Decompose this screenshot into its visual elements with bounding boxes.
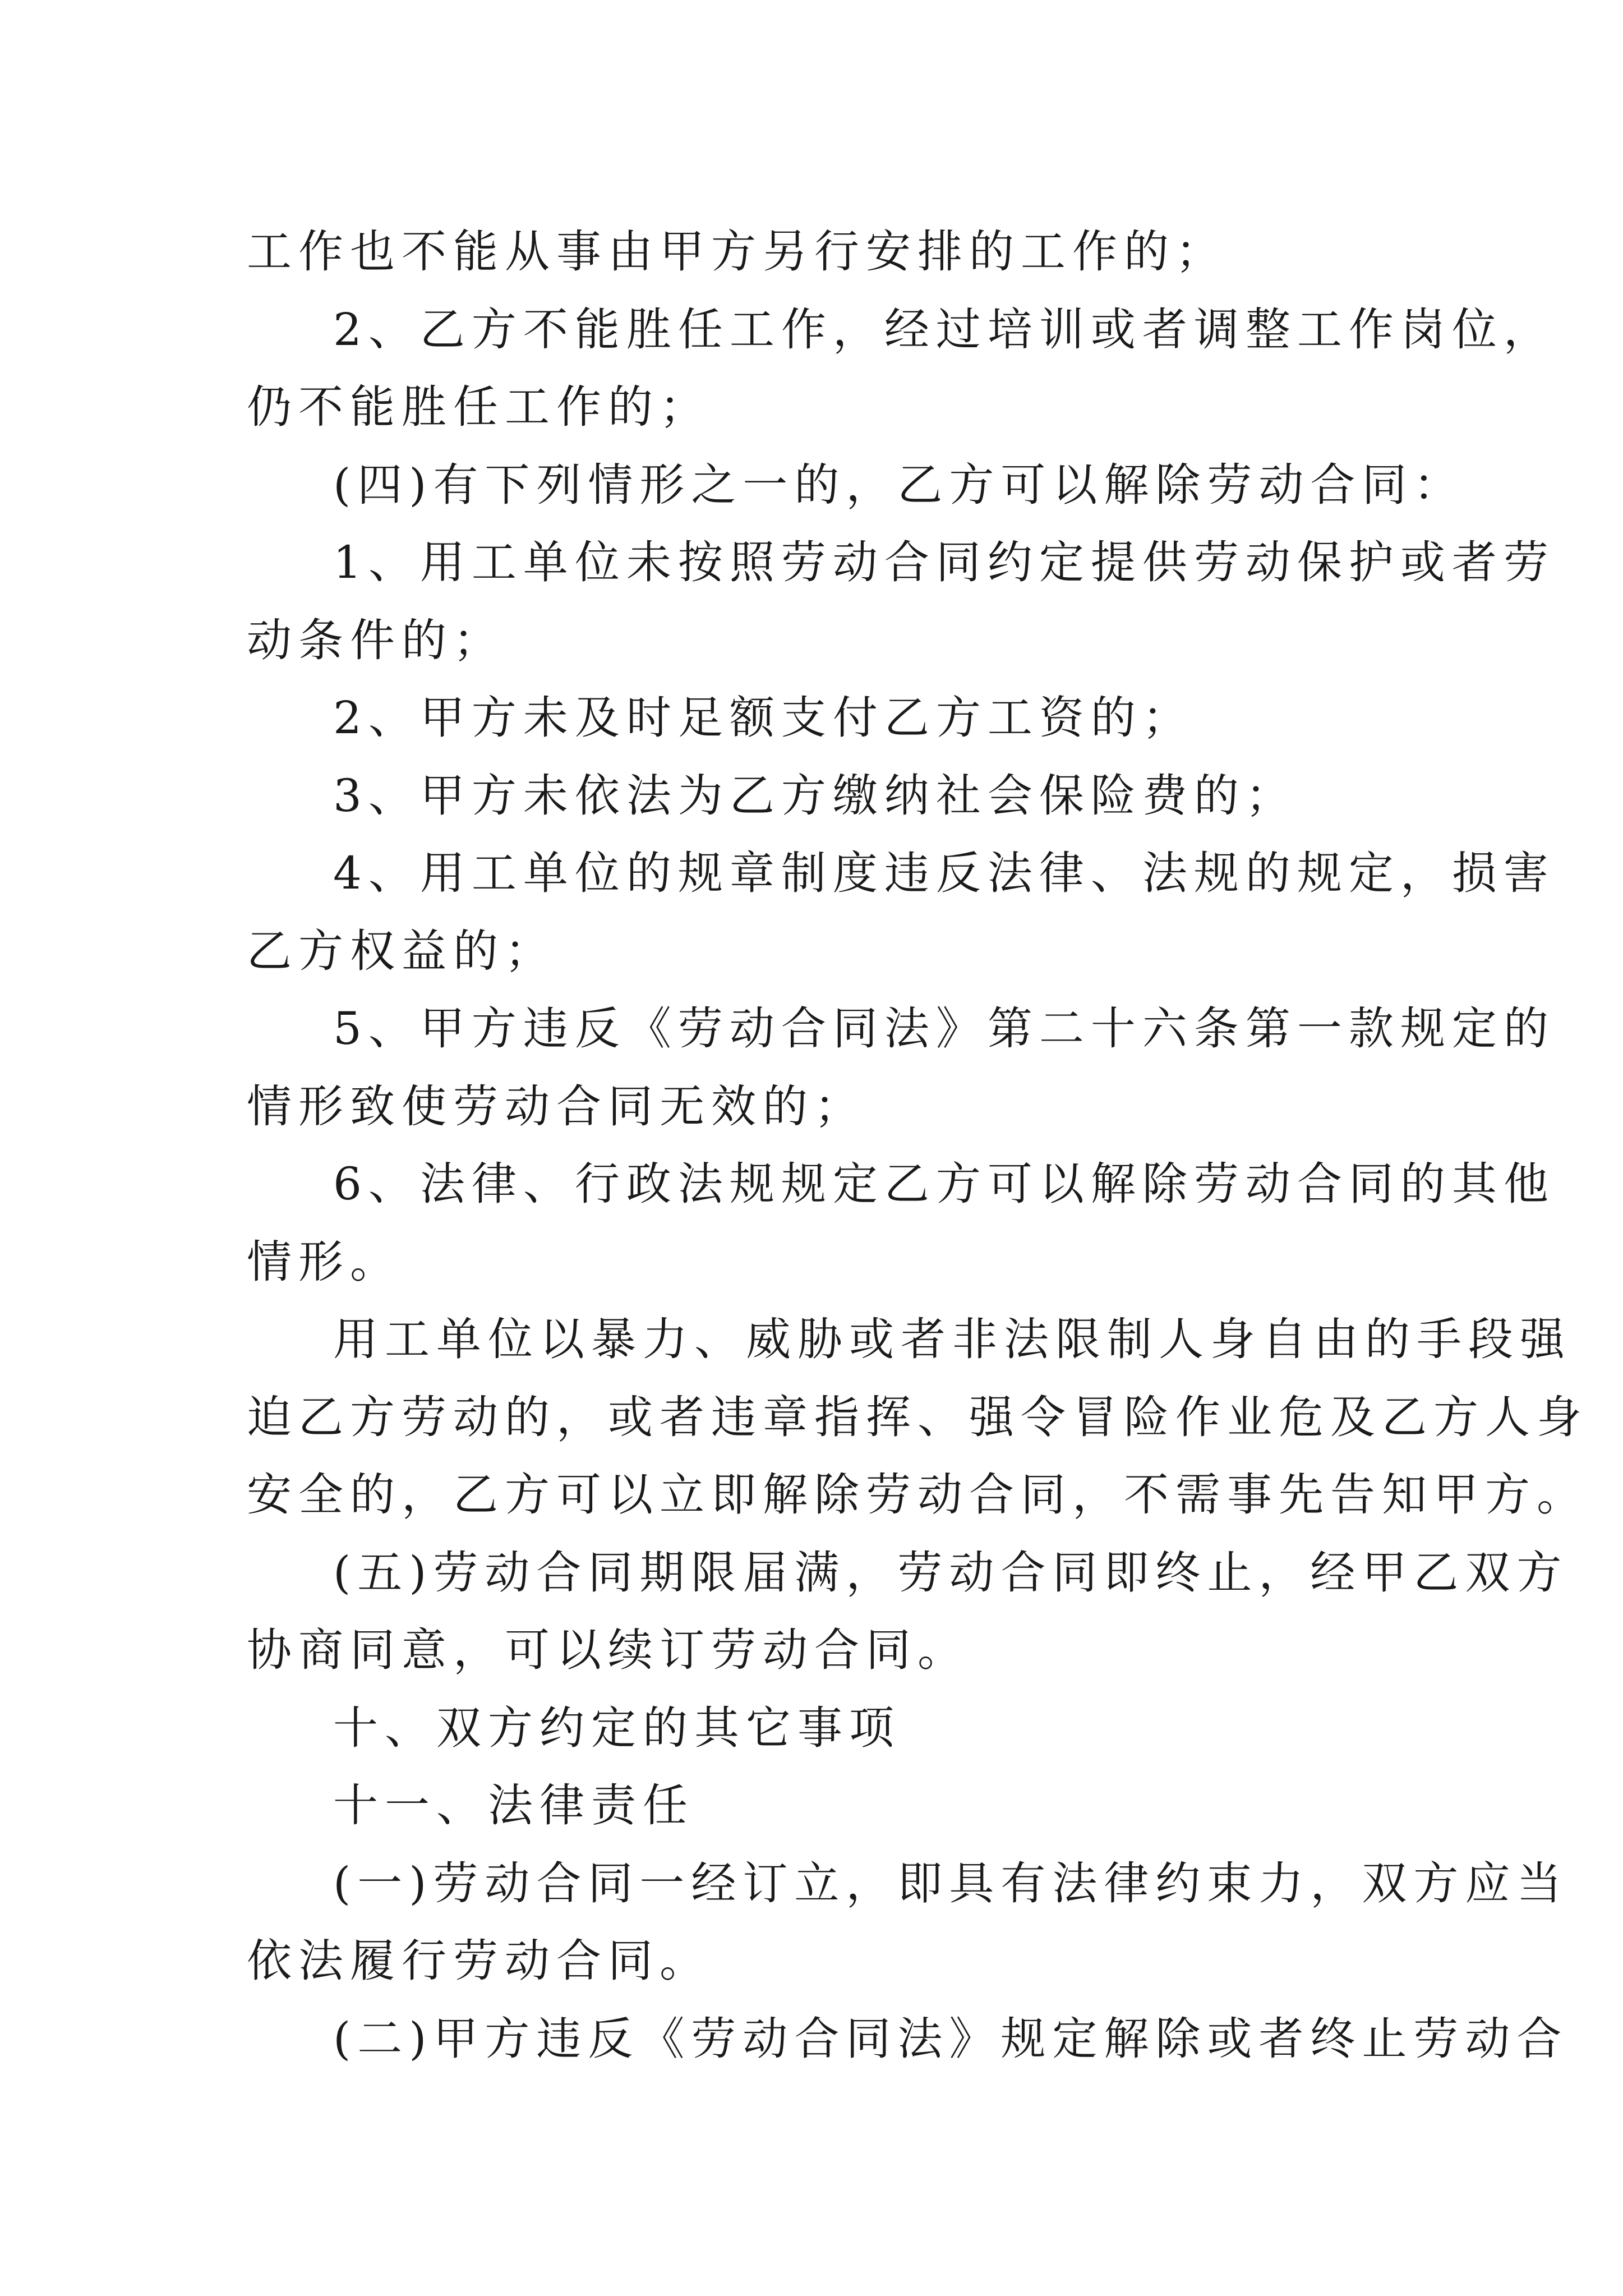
text-line: 依法履行劳动合同。 [247,1935,711,1987]
text-line: 动条件的； [247,614,505,666]
text-line: 十一、法律责任 [333,1779,694,1832]
text-line: 情形。 [247,1235,402,1288]
text-line: 3、甲方未依法为乙方缴纳社会保险费的； [333,769,1297,822]
text-line: 工作也不能从事由甲方另行安排的工作的； [247,226,1227,278]
text-line: (五)劳动合同期限届满，劳动合同即终止，经甲乙双方 [333,1546,1569,1599]
text-line: 4、用工单位的规章制度违反法律、法规的规定，损害 [333,847,1555,899]
text-line: 十、双方约定的其它事项 [333,1701,901,1754]
text-line: 6、法律、行政法规规定乙方可以解除劳动合同的其他 [333,1158,1555,1210]
text-line: 协商同意，可以续订劳动合同。 [247,1624,969,1676]
text-line: 2、甲方未及时足额支付乙方工资的； [333,692,1194,744]
text-line: 2、乙方不能胜任工作，经过培训或者调整工作岗位， [333,303,1555,356]
text-line: 情形致使劳动合同无效的； [247,1080,866,1133]
text-line: 安全的，乙方可以立即解除劳动合同，不需事先告知甲方。 [247,1469,1588,1521]
text-line: (二)甲方违反《劳动合同法》规定解除或者终止劳动合 [333,2012,1569,2065]
text-line: 乙方权益的； [247,924,556,977]
text-line: 迫乙方劳动的，或者违章指挥、强令冒险作业危及乙方人身 [247,1391,1588,1443]
text-line: 1、用工单位未按照劳动合同约定提供劳动保护或者劳 [333,536,1555,588]
text-line: 5、甲方违反《劳动合同法》第二十六条第一款规定的 [333,1002,1555,1055]
text-line: (一)劳动合同一经订立，即具有法律约束力，双方应当 [333,1857,1569,1910]
text-line: 仍不能胜任工作的； [247,381,711,433]
document-body [247,213,1588,2078]
text-line: (四)有下列情形之一的，乙方可以解除劳动合同： [333,458,1465,511]
text-line: 用工单位以暴力、威胁或者非法限制人身自由的手段强 [333,1313,1571,1365]
